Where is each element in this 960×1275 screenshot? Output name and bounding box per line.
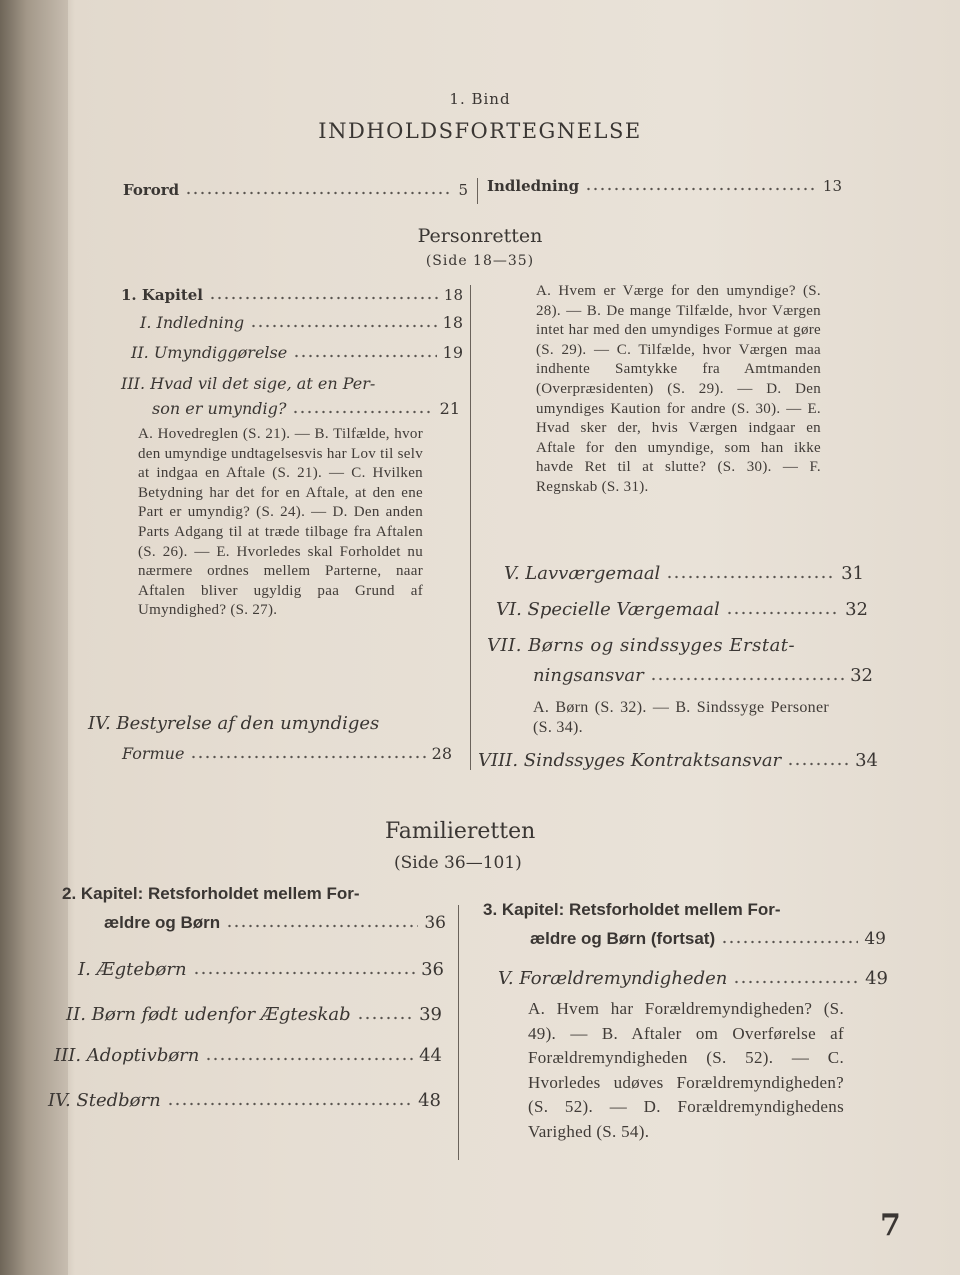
entry-page: 21 <box>439 399 460 418</box>
toc-entry-indledning[interactable] <box>487 177 842 195</box>
leader-dots <box>193 961 416 975</box>
leader-dots <box>666 565 835 579</box>
toc-entry-aegteborn[interactable] <box>78 959 444 980</box>
toc-entry-vii-line1: VII. Børns og sindssyges Erstat- <box>487 635 796 656</box>
entry-label: VIII. Sindssyges Kontraktsansvar <box>478 750 782 771</box>
entry-page: 34 <box>855 750 878 771</box>
entry-page: 39 <box>419 1004 442 1025</box>
toc-entry-umyndiggorelse[interactable] <box>131 343 463 362</box>
entry-page: 18 <box>443 286 463 304</box>
leader-dots <box>787 752 849 766</box>
volume-label: 1. Bind <box>449 90 511 108</box>
entry-description: A. Hovedreglen (S. 21). — B. Tilfælde, hvor den umyndige undtagelsesvis har Lov til selv at indgaa en Aftale (S. 21). — C. Hvilken Betydning har det for en Aftale, at den ene Part er umyndig? (S. 24). — D. Den anden Parts Adgang til at træde tilbage fra Aftalen (S. 26). — E. Hvorledes skal Forholdet nu nærmere ordnes mellem Parterne, naar Aftalen bliver ugyldig paa Grund af Umyndighed? (S. 27). <box>138 426 423 619</box>
entry-label: II. Umyndiggørelse <box>131 343 288 362</box>
leader-dots <box>190 746 425 759</box>
toc-entry-foraeldremyndigheden[interactable] <box>498 968 888 989</box>
entry-page: 32 <box>850 665 873 686</box>
entry-label: ældre og Børn (fortsat) <box>530 929 716 948</box>
toc-entry-indledning-i[interactable] <box>140 313 463 332</box>
leader-dots <box>650 667 844 681</box>
page-title: INDHOLDSFORTEGNELSE <box>318 119 642 143</box>
toc-entry-born-fodt-udenfor[interactable] <box>66 1004 442 1025</box>
entry-label: son er umyndig? <box>152 399 287 418</box>
toc-entry-viii[interactable] <box>478 750 878 771</box>
entry-page: 32 <box>845 599 868 620</box>
entry-page: 19 <box>442 343 463 362</box>
entry-label: I. Indledning <box>140 313 245 332</box>
book-spine-shadow <box>0 0 68 1275</box>
leader-dots <box>226 914 418 928</box>
entry-page: 31 <box>841 563 864 584</box>
leader-dots <box>293 345 436 358</box>
toc-entry-iii-line1: III. Hvad vil det sige, at en Per- <box>121 374 376 393</box>
leader-dots <box>205 1047 413 1061</box>
toc-entry-vii[interactable] <box>533 665 873 686</box>
entry-description: A. Hvem er Værge for den umyndige? (S. 28). — B. De mange Tilfælde, hvor Værgen intet har med den umyndiges Formue at gøre (S. 29). — C. Tilfælde, hvor Værgen maa indhente Samtykke fra Amtmanden (Overpræsidenten) (S. 29). — D. Den umyndiges Kaution for andre (S. 30). — E. Hvad sker der, hvis Værgen indgaar en Aftale for den umyndige, som han ikke havde Ret til at slutte? (S. 30). — F. Regnskab (S. 31). <box>536 283 821 495</box>
leader-dots <box>357 1006 413 1020</box>
entry-label: Forord <box>123 181 180 199</box>
toc-entry-kapitel-2-line1: 2. Kapitel: Retsforholdet mellem For- <box>62 884 360 903</box>
section-range: (Side 36—101) <box>394 853 522 873</box>
section-title-familieretten: Familieretten <box>385 819 536 844</box>
entry-label: ningsansvar <box>533 665 644 686</box>
leader-dots <box>292 401 433 414</box>
entry-label: Formue <box>122 744 185 763</box>
entry-label: IV. Stedbørn <box>48 1090 161 1111</box>
toc-entry-stedborn[interactable] <box>48 1090 441 1111</box>
entry-page: 36 <box>424 913 446 933</box>
page-number: 7 <box>880 1208 901 1243</box>
column-divider <box>477 178 478 204</box>
leader-dots <box>250 315 436 328</box>
toc-entry-lavvaergemaal[interactable] <box>504 563 864 584</box>
section-title-personretten: Personretten <box>417 225 543 247</box>
toc-entry-kapitel-2[interactable] <box>104 913 446 933</box>
toc-entry-specielle-vaergemaal[interactable] <box>496 599 868 620</box>
entry-page: 36 <box>421 959 444 980</box>
toc-entry-kapitel-3[interactable] <box>530 929 886 949</box>
entry-description: A. Børn (S. 32). — B. Sindssyge Personer (S. 34). <box>533 699 829 736</box>
toc-entry-kapitel-1[interactable] <box>121 286 463 304</box>
column-divider <box>470 285 471 770</box>
toc-entry-forord[interactable] <box>123 181 468 199</box>
section-range: (Side 18—35) <box>425 253 535 269</box>
entry-page: 48 <box>418 1090 441 1111</box>
entry-page: 28 <box>431 744 452 763</box>
toc-entry-kapitel-3-line1: 3. Kapitel: Retsforholdet mellem For- <box>483 900 781 919</box>
entry-label: V. Forældremyndigheden <box>498 968 728 989</box>
entry-label: II. Børn født udenfor Ægteskab <box>66 1004 351 1025</box>
leader-dots <box>733 970 859 984</box>
entry-page: 18 <box>442 313 463 332</box>
entry-page: 5 <box>458 181 468 199</box>
toc-entry-adoptivborn[interactable] <box>54 1045 442 1066</box>
entry-page: 49 <box>864 929 886 949</box>
entry-page: 44 <box>419 1045 442 1066</box>
entry-label: Indledning <box>487 177 580 195</box>
toc-entry-iv-line1: IV. Bestyrelse af den umyndiges <box>88 713 380 734</box>
leader-dots <box>209 288 438 300</box>
entry-label: 1. Kapitel <box>121 286 203 304</box>
entry-label: III. Adoptivbørn <box>54 1045 200 1066</box>
entry-description: A. Hvem har Forældremyndigheden? (S. 49). — B. Aftaler om Overførelse af Forældremyndigheden (S. 52). — C. Hvorledes udøves Forældremyndigheden? (S. 52). — D. Forældremyndighedens Varighed (S. 54). <box>528 999 844 1141</box>
column-divider <box>458 905 459 1160</box>
leader-dots <box>167 1092 412 1106</box>
toc-entry-iv[interactable] <box>122 744 452 763</box>
leader-dots <box>726 601 839 615</box>
entry-page: 13 <box>822 177 842 195</box>
entry-label: I. Ægtebørn <box>78 959 187 980</box>
entry-label: V. Lavværgemaal <box>504 563 661 584</box>
entry-page: 49 <box>865 968 888 989</box>
entry-label: VI. Specielle Værgemaal <box>496 599 720 620</box>
entry-label: ældre og Børn <box>104 913 221 932</box>
toc-entry-iii[interactable] <box>152 399 460 418</box>
leader-dots <box>721 930 858 944</box>
leader-dots <box>585 179 817 191</box>
leader-dots <box>185 183 452 195</box>
